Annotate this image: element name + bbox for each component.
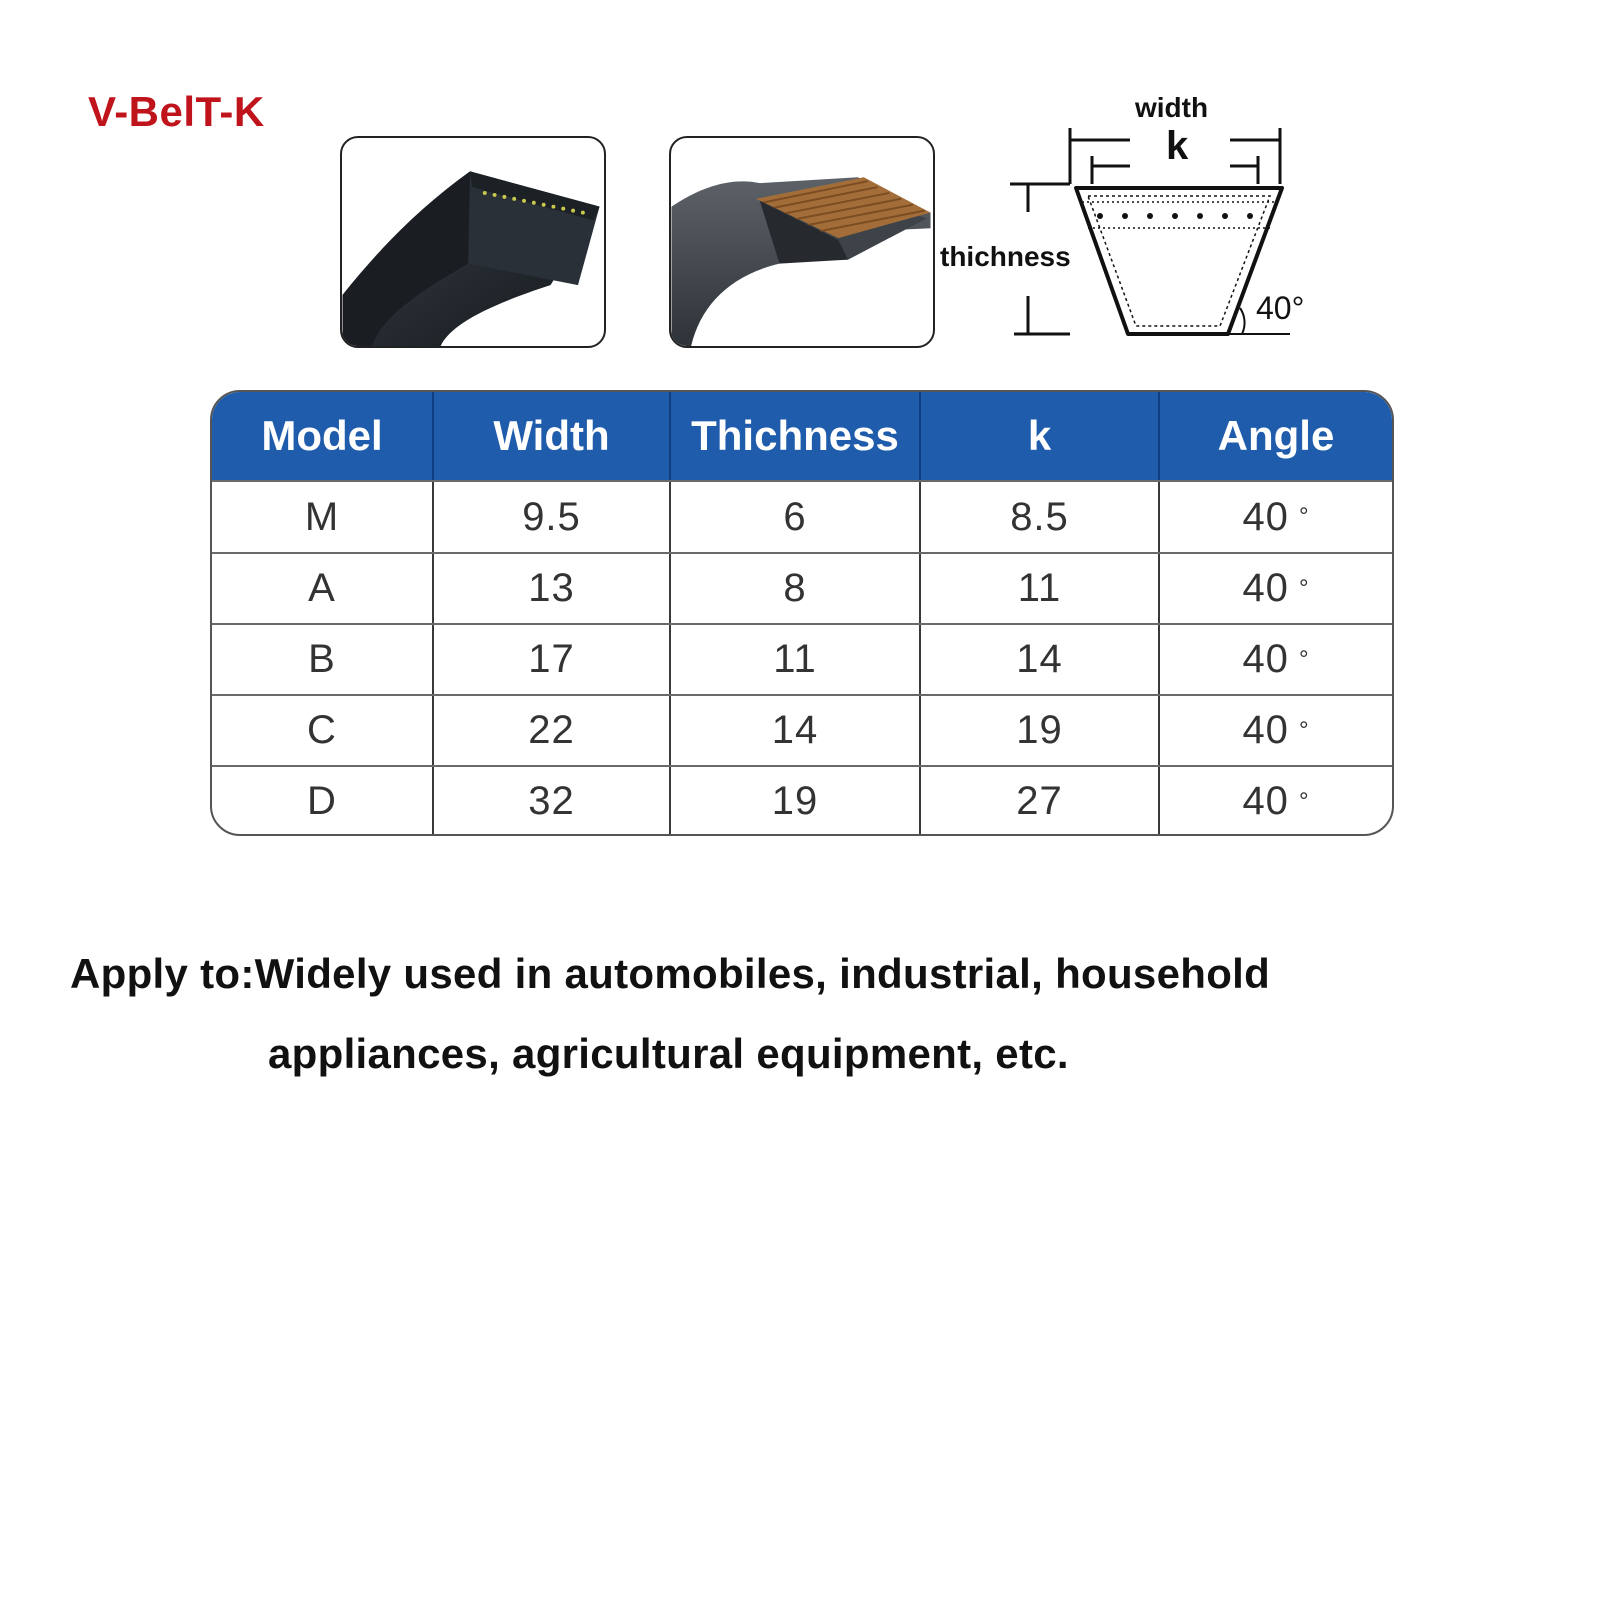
cell-model: A	[308, 566, 336, 610]
diagram-width-label: width	[1135, 92, 1209, 123]
header-k: k	[919, 392, 1158, 480]
degree-symbol: °	[1298, 503, 1310, 530]
cell-k: 14	[919, 625, 1158, 694]
cell-k: 27	[919, 767, 1158, 836]
angle-value: 40	[1242, 566, 1289, 610]
cell-k: 8.5	[919, 482, 1158, 552]
cell-angle	[1158, 554, 1392, 623]
diagram-angle-label: 40°	[1256, 290, 1305, 326]
degree-symbol: °	[1298, 787, 1310, 815]
header-model: Model	[261, 412, 383, 459]
degree-symbol: °	[1298, 716, 1310, 744]
cell-thickness: 14	[669, 696, 919, 765]
header-width: Width	[432, 392, 669, 480]
diagram-thickness-label: thichness	[940, 241, 1071, 272]
belt-photo-cord	[669, 136, 935, 348]
degree-symbol: °	[1298, 645, 1310, 673]
table-row	[212, 480, 1392, 552]
cell-thickness: 11	[669, 625, 919, 694]
cell-angle	[1158, 625, 1392, 694]
header-angle: Angle	[1158, 392, 1392, 480]
table-row	[212, 623, 1392, 694]
angle-value: 40	[1242, 708, 1289, 752]
cell-width: 32	[432, 767, 669, 836]
cell-thickness: 8	[669, 554, 919, 623]
cell-model: C	[307, 708, 337, 752]
cell-thickness: 6	[669, 482, 919, 552]
application-text-line-2: appliances, agricultural equipment, etc.	[268, 1030, 1069, 1077]
cell-model: M	[304, 494, 340, 539]
cell-width: 17	[432, 625, 669, 694]
table-row	[212, 694, 1392, 765]
cell-angle	[1158, 696, 1392, 765]
spec-table	[210, 390, 1394, 836]
cell-angle	[1158, 482, 1392, 552]
cell-k: 19	[919, 696, 1158, 765]
table-header-row	[212, 392, 1392, 480]
cell-thickness: 19	[669, 767, 919, 836]
header-thickness: Thichness	[669, 392, 919, 480]
diagram-k-label: k	[1166, 124, 1189, 168]
cell-model: D	[307, 779, 337, 823]
product-title: V-BelT-K	[88, 88, 265, 135]
belt-cord-illustration	[671, 138, 933, 346]
cell-k: 11	[919, 554, 1158, 623]
belt-photo-black	[340, 136, 606, 348]
cell-width: 13	[432, 554, 669, 623]
belt-cross-section-diagram	[940, 88, 1320, 358]
table-row	[212, 765, 1392, 836]
application-text-line-1: Apply to:Widely used in automobiles, industrial, household	[70, 950, 1271, 997]
degree-symbol: °	[1298, 574, 1310, 602]
cell-model: B	[308, 637, 336, 681]
cell-width: 9.5	[432, 482, 669, 552]
angle-value: 40	[1242, 779, 1289, 823]
cell-angle	[1158, 767, 1392, 836]
angle-value: 40	[1242, 494, 1289, 539]
table-row	[212, 552, 1392, 623]
belt-black-illustration	[342, 138, 604, 346]
angle-value: 40	[1242, 637, 1289, 681]
cell-width: 22	[432, 696, 669, 765]
